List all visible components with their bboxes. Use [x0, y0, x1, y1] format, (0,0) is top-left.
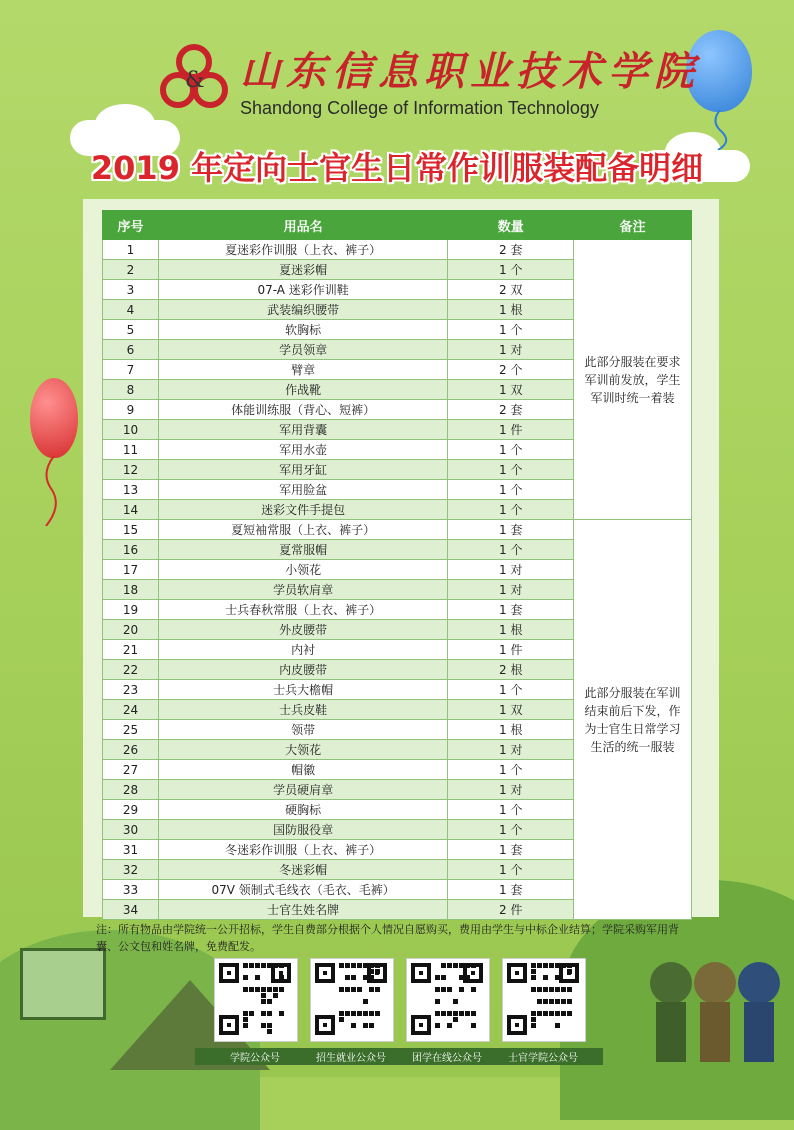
index-cell: 13	[103, 480, 159, 500]
quantity-cell: 1 套	[448, 520, 574, 540]
quantity-cell: 1 个	[448, 480, 574, 500]
item-cell: 作战靴	[158, 380, 447, 400]
index-cell: 6	[103, 340, 159, 360]
note-cell-group2: 此部分服装在军训结束前后下发，作为士官生日常学习生活的统一服装	[574, 520, 692, 920]
equipment-table	[102, 210, 692, 920]
quantity-cell: 1 件	[448, 640, 574, 660]
item-cell: 学员领章	[158, 340, 447, 360]
index-cell: 27	[103, 760, 159, 780]
item-cell: 领带	[158, 720, 447, 740]
item-cell: 士兵春秋常服（上衣、裤子）	[158, 600, 447, 620]
qr-code	[214, 958, 298, 1042]
quantity-cell: 1 个	[448, 820, 574, 840]
quantity-cell: 1 件	[448, 420, 574, 440]
quantity-cell: 1 个	[448, 460, 574, 480]
index-cell: 14	[103, 500, 159, 520]
item-cell: 内皮腰带	[158, 660, 447, 680]
item-cell: 硬胸标	[158, 800, 447, 820]
quantity-cell: 1 根	[448, 720, 574, 740]
item-cell: 冬迷彩作训服（上衣、裤子）	[158, 840, 447, 860]
qr-code-label: 学院公众号	[195, 1048, 315, 1065]
quantity-cell: 1 个	[448, 440, 574, 460]
quantity-cell: 1 对	[448, 740, 574, 760]
map-decoration	[20, 948, 106, 1020]
quantity-cell: 2 个	[448, 360, 574, 380]
item-cell: 军用背囊	[158, 420, 447, 440]
red-balloon	[30, 378, 78, 458]
index-cell: 33	[103, 880, 159, 900]
qr-code-label: 招生就业公众号	[291, 1048, 411, 1065]
item-cell: 冬迷彩帽	[158, 860, 447, 880]
quantity-cell: 1 个	[448, 320, 574, 340]
index-cell: 8	[103, 380, 159, 400]
college-name-en: Shandong College of Information Technology	[240, 98, 599, 118]
svg-text:&: &	[185, 68, 205, 93]
item-cell: 夏短袖常服（上衣、裤子）	[158, 520, 447, 540]
item-cell: 体能训练服（背心、短裤）	[158, 400, 447, 420]
quantity-cell: 2 套	[448, 400, 574, 420]
item-cell: 软胸标	[158, 320, 447, 340]
index-cell: 17	[103, 560, 159, 580]
item-cell: 士官生姓名牌	[158, 900, 447, 920]
quantity-cell: 2 双	[448, 280, 574, 300]
column-header-item: 用品名	[158, 211, 447, 240]
item-cell: 内衬	[158, 640, 447, 660]
table-header-row	[103, 211, 692, 240]
item-cell: 臂章	[158, 360, 447, 380]
index-cell: 10	[103, 420, 159, 440]
index-cell: 30	[103, 820, 159, 840]
balloon-string-icon	[36, 456, 66, 526]
qr-code-label: 士官学院公众号	[483, 1048, 603, 1065]
index-cell: 22	[103, 660, 159, 680]
quantity-cell: 1 个	[448, 260, 574, 280]
page-title: 2019 年定向士官生日常作训服装配备明细	[90, 149, 704, 187]
index-cell: 2	[103, 260, 159, 280]
quantity-cell: 1 个	[448, 800, 574, 820]
item-cell: 士兵大檐帽	[158, 680, 447, 700]
quantity-cell: 1 对	[448, 780, 574, 800]
quantity-cell: 1 个	[448, 500, 574, 520]
item-cell: 帽徽	[158, 760, 447, 780]
item-cell: 军用水壶	[158, 440, 447, 460]
quantity-cell: 1 根	[448, 300, 574, 320]
item-cell: 士兵皮鞋	[158, 700, 447, 720]
quantity-cell: 1 对	[448, 580, 574, 600]
item-cell: 07V 领制式毛线衣（毛衣、毛裤）	[158, 880, 447, 900]
quantity-cell: 1 对	[448, 340, 574, 360]
column-header-quantity: 数量	[448, 211, 574, 240]
item-cell: 军用牙缸	[158, 460, 447, 480]
quantity-cell: 1 对	[448, 560, 574, 580]
quantity-cell: 2 套	[448, 240, 574, 260]
item-cell: 学员软肩章	[158, 580, 447, 600]
quantity-cell: 1 个	[448, 540, 574, 560]
index-cell: 21	[103, 640, 159, 660]
column-header-index: 序号	[103, 211, 159, 240]
item-cell: 外皮腰带	[158, 620, 447, 640]
index-cell: 18	[103, 580, 159, 600]
quantity-cell: 2 根	[448, 660, 574, 680]
index-cell: 11	[103, 440, 159, 460]
index-cell: 7	[103, 360, 159, 380]
index-cell: 29	[103, 800, 159, 820]
item-cell: 大领花	[158, 740, 447, 760]
index-cell: 31	[103, 840, 159, 860]
index-cell: 26	[103, 740, 159, 760]
index-cell: 24	[103, 700, 159, 720]
footnote: 注：所有物品由学院统一公开招标，学生自费部分根据个人情况自愿购买，费用由学生与中标企业结算；学院采购军用背囊、公文包和姓名牌，免费配发。	[96, 923, 679, 953]
index-cell: 1	[103, 240, 159, 260]
quantity-cell: 1 个	[448, 860, 574, 880]
quantity-cell: 1 根	[448, 620, 574, 640]
item-cell: 迷彩文件手提包	[158, 500, 447, 520]
qr-code	[406, 958, 490, 1042]
item-cell: 07-A 迷彩作训鞋	[158, 280, 447, 300]
college-name-cn: 山东信息职业技术学院	[240, 48, 700, 95]
index-cell: 28	[103, 780, 159, 800]
item-cell: 夏迷彩帽	[158, 260, 447, 280]
quantity-cell: 1 套	[448, 880, 574, 900]
quantity-cell: 1 套	[448, 840, 574, 860]
quantity-cell: 1 个	[448, 680, 574, 700]
quantity-cell: 1 双	[448, 700, 574, 720]
item-cell: 国防服役章	[158, 820, 447, 840]
quantity-cell: 2 件	[448, 900, 574, 920]
item-cell: 军用脸盆	[158, 480, 447, 500]
quantity-cell: 1 个	[448, 760, 574, 780]
header	[0, 0, 794, 200]
qr-code-label: 团学在线公众号	[387, 1048, 507, 1065]
index-cell: 12	[103, 460, 159, 480]
item-cell: 学员硬肩章	[158, 780, 447, 800]
quantity-cell: 1 双	[448, 380, 574, 400]
index-cell: 34	[103, 900, 159, 920]
quantity-cell: 1 套	[448, 600, 574, 620]
index-cell: 23	[103, 680, 159, 700]
index-cell: 19	[103, 600, 159, 620]
item-cell: 夏常服帽	[158, 540, 447, 560]
item-cell: 夏迷彩作训服（上衣、裤子）	[158, 240, 447, 260]
table-row	[103, 240, 692, 260]
column-header-note: 备注	[574, 211, 692, 240]
index-cell: 25	[103, 720, 159, 740]
soldiers-illustration	[650, 962, 780, 1072]
table-row	[103, 520, 692, 540]
index-cell: 15	[103, 520, 159, 540]
item-cell: 小领花	[158, 560, 447, 580]
note-cell-group1: 此部分服装在要求军训前发放，学生军训时统一着装	[574, 240, 692, 520]
item-cell: 武装编织腰带	[158, 300, 447, 320]
index-cell: 32	[103, 860, 159, 880]
index-cell: 9	[103, 400, 159, 420]
college-logo-icon	[158, 42, 230, 114]
qr-code	[502, 958, 586, 1042]
index-cell: 20	[103, 620, 159, 640]
index-cell: 16	[103, 540, 159, 560]
qr-code	[310, 958, 394, 1042]
table-body	[103, 240, 692, 920]
index-cell: 5	[103, 320, 159, 340]
index-cell: 4	[103, 300, 159, 320]
index-cell: 3	[103, 280, 159, 300]
